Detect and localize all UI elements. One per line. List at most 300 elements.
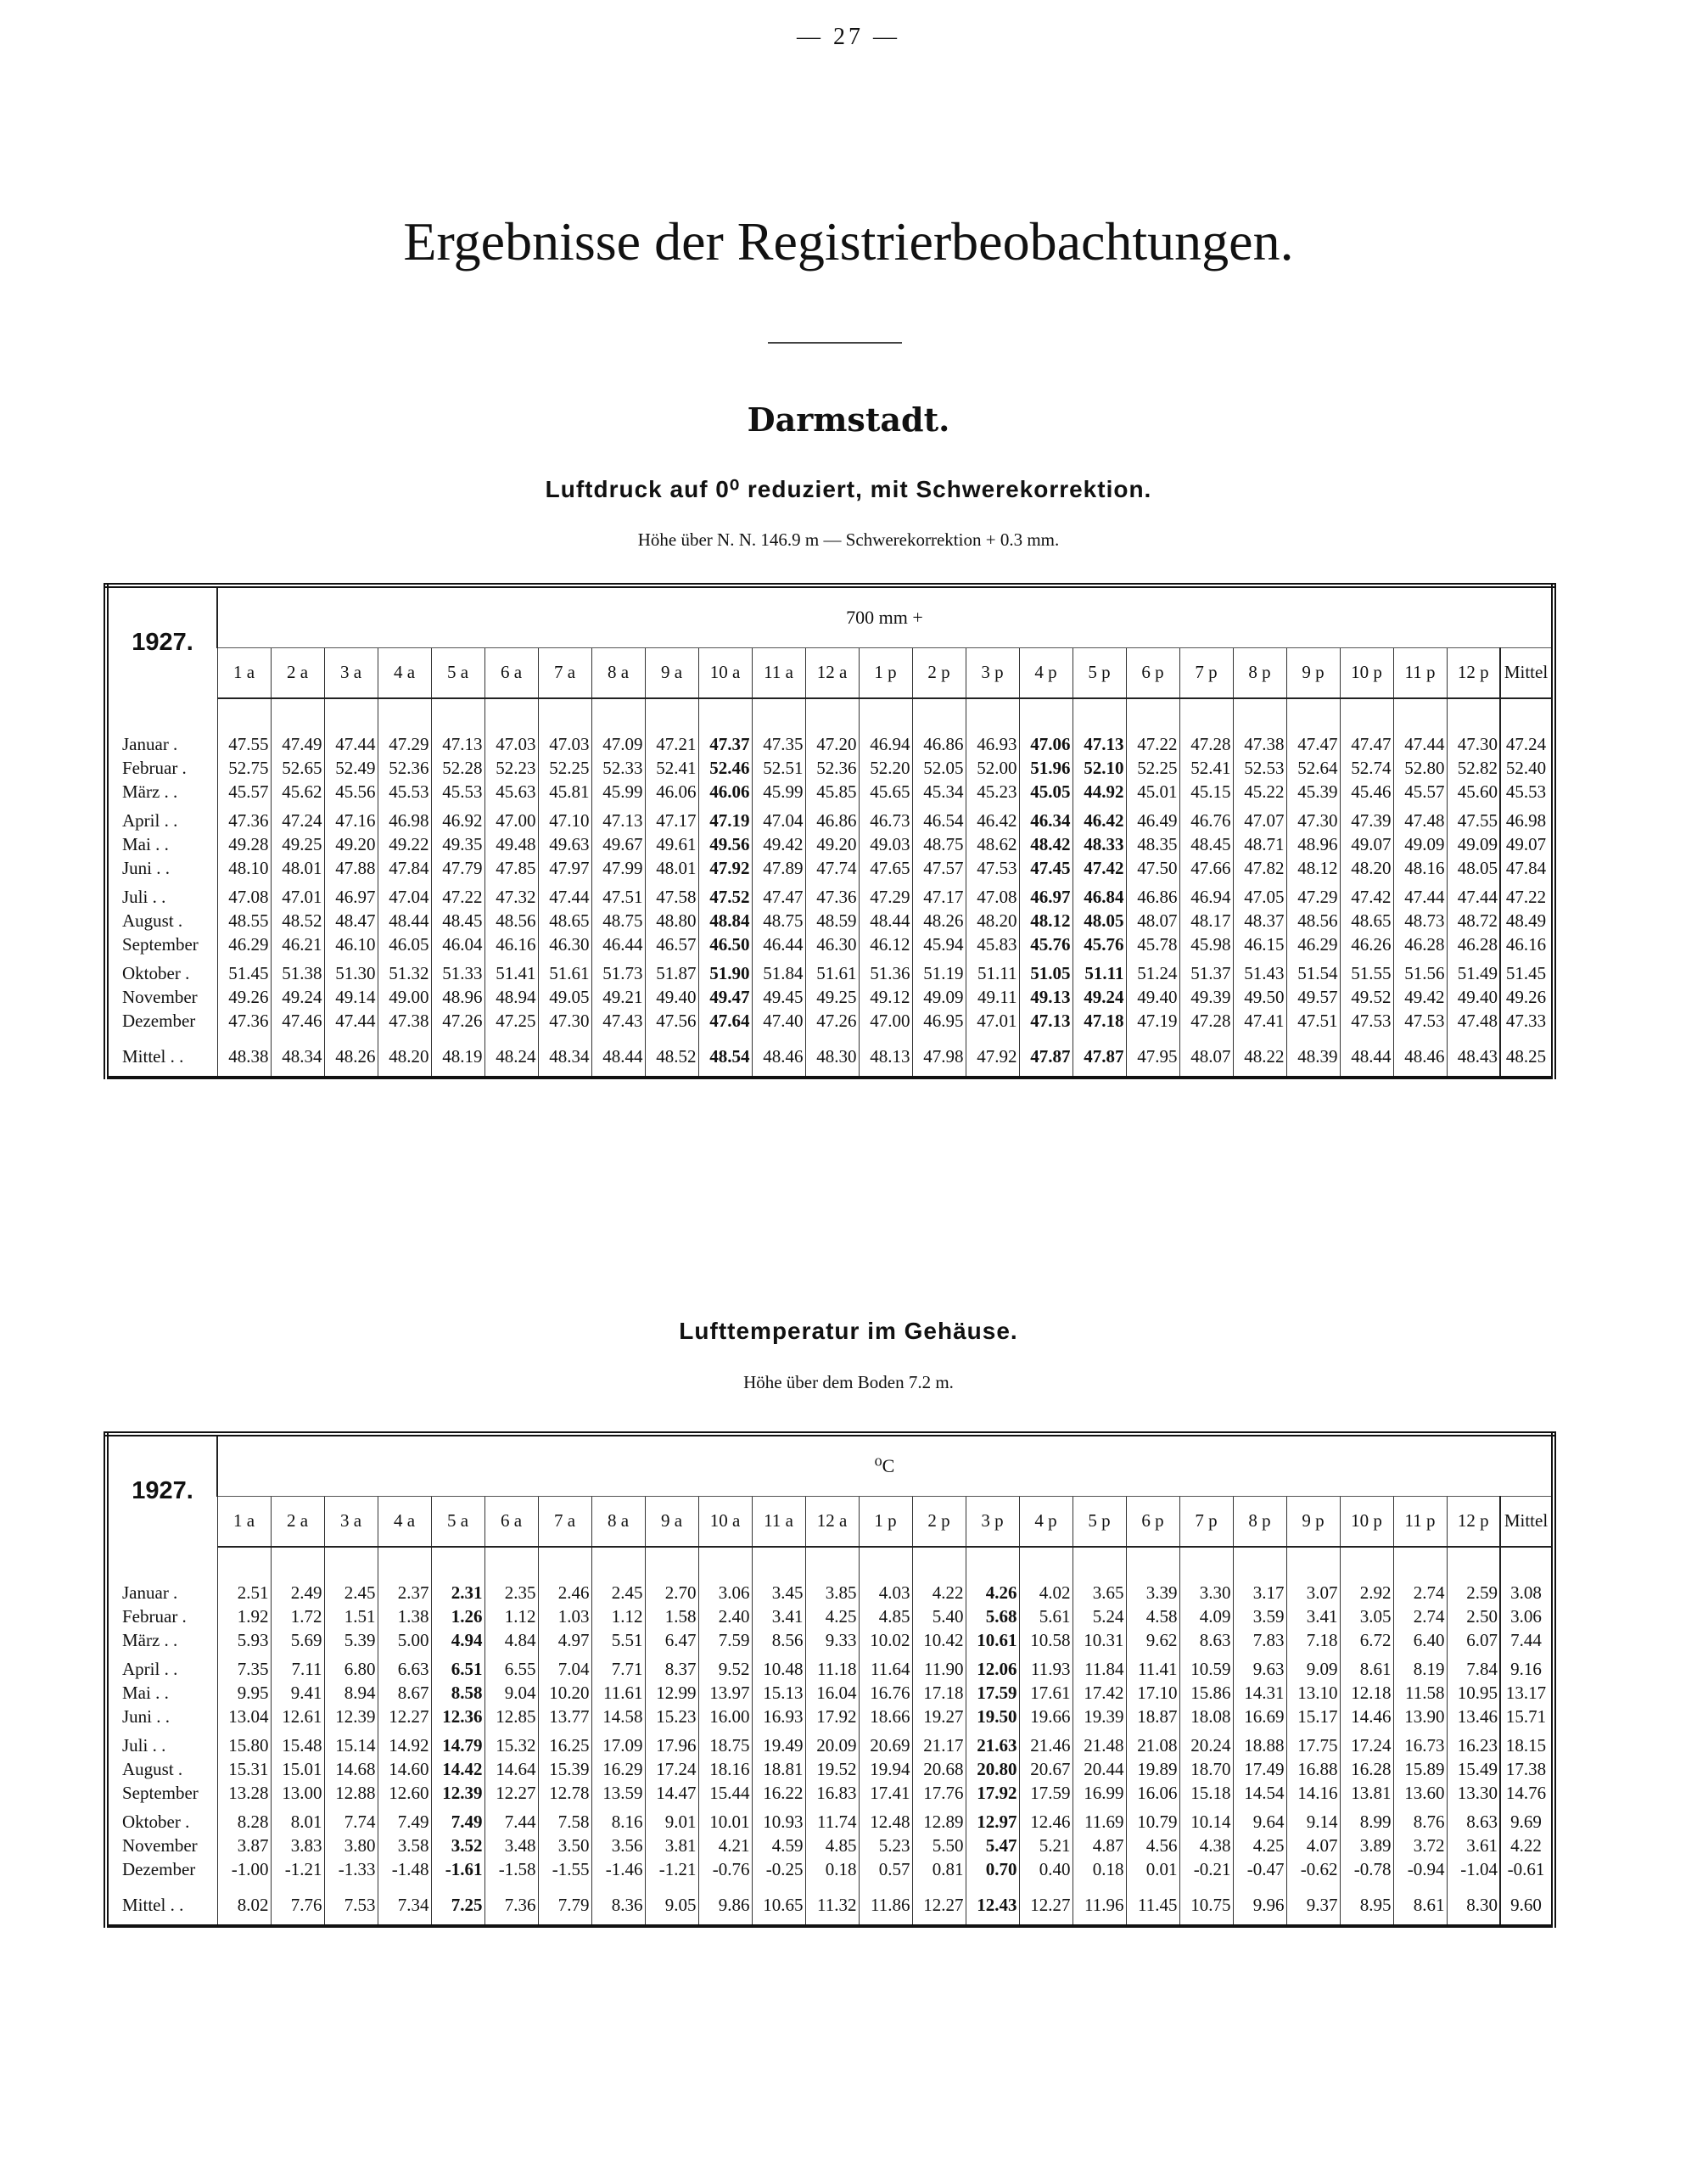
value-cell: 13.30 bbox=[1447, 1782, 1500, 1806]
value-cell: 14.42 bbox=[431, 1758, 484, 1782]
spacer-cell bbox=[1126, 1547, 1179, 1582]
value-cell: 3.56 bbox=[591, 1834, 645, 1858]
value-cell: 47.42 bbox=[1073, 857, 1126, 881]
value-cell: 13.10 bbox=[1286, 1682, 1340, 1705]
value-cell: 16.73 bbox=[1393, 1734, 1447, 1758]
value-cell: 3.58 bbox=[378, 1834, 431, 1858]
value-cell: 47.85 bbox=[484, 857, 538, 881]
value-cell: 47.48 bbox=[1447, 1010, 1500, 1033]
border-cell bbox=[645, 1926, 698, 1928]
value-cell: 47.17 bbox=[645, 809, 698, 833]
value-cell: 8.37 bbox=[645, 1658, 698, 1682]
value-cell: 4.85 bbox=[859, 1605, 912, 1629]
value-cell: 47.03 bbox=[538, 733, 591, 757]
value-cell: 10.93 bbox=[752, 1811, 805, 1834]
spacer-cell bbox=[1073, 1547, 1126, 1582]
border-cell bbox=[1447, 1078, 1500, 1079]
value-cell: 47.10 bbox=[538, 809, 591, 833]
value-cell: 2.35 bbox=[484, 1582, 538, 1605]
value-cell: 13.46 bbox=[1447, 1705, 1500, 1729]
value-cell: 11.96 bbox=[1073, 1887, 1126, 1926]
value-cell: 48.44 bbox=[1340, 1039, 1393, 1078]
value-cell: 18.08 bbox=[1179, 1705, 1233, 1729]
value-cell: 47.30 bbox=[538, 1010, 591, 1033]
value-cell: 47.53 bbox=[1393, 1010, 1447, 1033]
value-cell: 48.72 bbox=[1447, 910, 1500, 933]
value-cell: 48.54 bbox=[698, 1039, 752, 1078]
value-cell: 45.63 bbox=[484, 781, 538, 804]
border-cell bbox=[538, 1926, 591, 1928]
spacer-cell bbox=[271, 1547, 324, 1582]
value-cell: 0.40 bbox=[1019, 1858, 1073, 1882]
hour-header: 9 p bbox=[1286, 647, 1340, 698]
value-cell: 46.76 bbox=[1179, 809, 1233, 833]
spacer-cell bbox=[1500, 1547, 1554, 1582]
value-cell: 16.29 bbox=[591, 1758, 645, 1782]
spacer-cell bbox=[859, 698, 912, 733]
value-cell: 9.33 bbox=[805, 1629, 859, 1653]
value-cell: 47.22 bbox=[431, 886, 484, 910]
value-cell: 47.13 bbox=[431, 733, 484, 757]
value-cell: 15.14 bbox=[324, 1734, 378, 1758]
value-cell: 17.09 bbox=[591, 1734, 645, 1758]
value-cell: 5.50 bbox=[912, 1834, 966, 1858]
value-cell: 4.97 bbox=[538, 1629, 591, 1653]
hour-header: 10 a bbox=[698, 647, 752, 698]
value-cell: 3.17 bbox=[1233, 1582, 1286, 1605]
value-cell: 3.83 bbox=[271, 1834, 324, 1858]
value-cell: 51.43 bbox=[1233, 962, 1286, 986]
table-bottom-border bbox=[106, 1926, 1554, 1928]
value-cell: 12.39 bbox=[431, 1782, 484, 1806]
value-cell: 20.09 bbox=[805, 1734, 859, 1758]
value-cell: 2.45 bbox=[324, 1582, 378, 1605]
hour-header: 1 p bbox=[859, 1496, 912, 1547]
value-cell: 7.49 bbox=[378, 1811, 431, 1834]
value-cell: 8.61 bbox=[1340, 1658, 1393, 1682]
value-cell: 45.65 bbox=[859, 781, 912, 804]
mittel-cell: 46.98 bbox=[1500, 809, 1554, 833]
month-row bbox=[106, 986, 1554, 1010]
spacer-cell bbox=[1340, 698, 1393, 733]
value-cell: 47.28 bbox=[1179, 733, 1233, 757]
hour-header: 2 a bbox=[271, 1496, 324, 1547]
value-cell: 16.93 bbox=[752, 1705, 805, 1729]
hour-header: 12 a bbox=[805, 1496, 859, 1547]
row-label: Oktober . bbox=[106, 1811, 217, 1834]
value-cell: 20.68 bbox=[912, 1758, 966, 1782]
border-cell bbox=[431, 1926, 484, 1928]
value-cell: 47.40 bbox=[752, 1010, 805, 1033]
page-number: — 27 — bbox=[797, 24, 900, 50]
value-cell: -1.33 bbox=[324, 1858, 378, 1882]
value-cell: 47.48 bbox=[1393, 809, 1447, 833]
hour-header: 4 p bbox=[1019, 647, 1073, 698]
value-cell: 47.03 bbox=[484, 733, 538, 757]
mittel-cell: -0.61 bbox=[1500, 1858, 1554, 1882]
hour-header: 1 p bbox=[859, 647, 912, 698]
hour-header: 2 p bbox=[912, 647, 966, 698]
spacer-row bbox=[106, 1547, 1554, 1582]
value-cell: 0.18 bbox=[805, 1858, 859, 1882]
value-cell: 47.53 bbox=[1340, 1010, 1393, 1033]
value-cell: 12.27 bbox=[378, 1705, 431, 1729]
value-cell: 47.47 bbox=[1340, 733, 1393, 757]
value-cell: 47.17 bbox=[912, 886, 966, 910]
value-cell: 9.01 bbox=[645, 1811, 698, 1834]
value-cell: 1.51 bbox=[324, 1605, 378, 1629]
hour-header: 9 a bbox=[645, 647, 698, 698]
value-cell: 47.36 bbox=[805, 886, 859, 910]
value-cell: -0.94 bbox=[1393, 1858, 1447, 1882]
value-cell: 45.76 bbox=[1073, 933, 1126, 957]
value-cell: 6.07 bbox=[1447, 1629, 1500, 1653]
value-cell: 48.71 bbox=[1233, 833, 1286, 857]
value-cell: 47.87 bbox=[1073, 1039, 1126, 1078]
value-cell: 47.13 bbox=[1019, 1010, 1073, 1033]
value-cell: 49.61 bbox=[645, 833, 698, 857]
value-cell: 16.83 bbox=[805, 1782, 859, 1806]
value-cell: 46.28 bbox=[1393, 933, 1447, 957]
row-label: Januar . bbox=[106, 733, 217, 757]
value-cell: 47.45 bbox=[1019, 857, 1073, 881]
spacer-cell bbox=[805, 1547, 859, 1582]
value-cell: 47.44 bbox=[324, 1010, 378, 1033]
value-cell: 18.16 bbox=[698, 1758, 752, 1782]
value-cell: 1.92 bbox=[217, 1605, 271, 1629]
value-cell: 47.43 bbox=[591, 1010, 645, 1033]
temperature-table bbox=[104, 1431, 1556, 1928]
value-cell: 46.86 bbox=[912, 733, 966, 757]
border-cell bbox=[484, 1926, 538, 1928]
value-cell: 2.37 bbox=[378, 1582, 431, 1605]
value-cell: 46.06 bbox=[698, 781, 752, 804]
value-cell: 47.89 bbox=[752, 857, 805, 881]
value-cell: 14.16 bbox=[1286, 1782, 1340, 1806]
value-cell: 2.49 bbox=[271, 1582, 324, 1605]
border-cell bbox=[912, 1926, 966, 1928]
value-cell: 12.27 bbox=[484, 1782, 538, 1806]
value-cell: -1.21 bbox=[645, 1858, 698, 1882]
value-cell: 45.76 bbox=[1019, 933, 1073, 957]
spacer-cell bbox=[591, 698, 645, 733]
value-cell: 7.34 bbox=[378, 1887, 431, 1926]
value-cell: 52.28 bbox=[431, 757, 484, 781]
spacer-cell bbox=[1179, 1547, 1233, 1582]
border-cell bbox=[1393, 1926, 1447, 1928]
border-cell bbox=[378, 1078, 431, 1079]
value-cell: 3.61 bbox=[1447, 1834, 1500, 1858]
unit-label: 700 mm + bbox=[217, 588, 1554, 647]
value-cell: 48.05 bbox=[1447, 857, 1500, 881]
value-cell: 3.41 bbox=[1286, 1605, 1340, 1629]
value-cell: 47.97 bbox=[538, 857, 591, 881]
value-cell: 52.10 bbox=[1073, 757, 1126, 781]
hour-header: 3 a bbox=[324, 647, 378, 698]
value-cell: 47.55 bbox=[1447, 809, 1500, 833]
value-cell: 51.11 bbox=[966, 962, 1019, 986]
value-cell: 6.72 bbox=[1340, 1629, 1393, 1653]
month-row bbox=[106, 857, 1554, 881]
value-cell: 7.49 bbox=[431, 1811, 484, 1834]
value-cell: 47.13 bbox=[1073, 733, 1126, 757]
value-cell: 8.61 bbox=[1393, 1887, 1447, 1926]
hour-header: 2 a bbox=[271, 647, 324, 698]
value-cell: 8.58 bbox=[431, 1682, 484, 1705]
value-cell: 47.41 bbox=[1233, 1010, 1286, 1033]
value-cell: 20.44 bbox=[1073, 1758, 1126, 1782]
value-cell: 52.25 bbox=[538, 757, 591, 781]
value-cell: 12.85 bbox=[484, 1705, 538, 1729]
value-cell: 15.18 bbox=[1179, 1782, 1233, 1806]
value-cell: -1.00 bbox=[217, 1858, 271, 1882]
value-cell: 17.59 bbox=[966, 1682, 1019, 1705]
value-cell: 9.04 bbox=[484, 1682, 538, 1705]
value-cell: 49.47 bbox=[698, 986, 752, 1010]
value-cell: 21.48 bbox=[1073, 1734, 1126, 1758]
value-cell: 10.01 bbox=[698, 1811, 752, 1834]
value-cell: 7.53 bbox=[324, 1887, 378, 1926]
table-bottom-border bbox=[106, 1078, 1554, 1079]
value-cell: 47.87 bbox=[1019, 1039, 1073, 1078]
mittel-cell: 4.22 bbox=[1500, 1834, 1554, 1858]
spacer-cell bbox=[431, 698, 484, 733]
value-cell: 45.39 bbox=[1286, 781, 1340, 804]
value-cell: 5.40 bbox=[912, 1605, 966, 1629]
month-row bbox=[106, 933, 1554, 957]
value-cell: 46.57 bbox=[645, 933, 698, 957]
month-row bbox=[106, 962, 1554, 986]
value-cell: 11.58 bbox=[1393, 1682, 1447, 1705]
value-cell: 48.19 bbox=[431, 1039, 484, 1078]
row-label: Oktober . bbox=[106, 962, 217, 986]
value-cell: 7.35 bbox=[217, 1658, 271, 1682]
value-cell: 8.63 bbox=[1447, 1811, 1500, 1834]
value-cell: 47.04 bbox=[752, 809, 805, 833]
spacer-row bbox=[106, 698, 1554, 733]
value-cell: 46.06 bbox=[645, 781, 698, 804]
mittel-cell: 7.44 bbox=[1500, 1629, 1554, 1653]
row-label: März . . bbox=[106, 781, 217, 804]
value-cell: 14.64 bbox=[484, 1758, 538, 1782]
value-cell: 46.95 bbox=[912, 1010, 966, 1033]
value-cell: 46.34 bbox=[1019, 809, 1073, 833]
pressure-table-note: Höhe über N. N. 146.9 m — Schwerekorrektion + 0.3 mm. bbox=[637, 529, 1060, 550]
value-cell: 51.49 bbox=[1447, 962, 1500, 986]
border-cell bbox=[1340, 1926, 1393, 1928]
value-cell: 46.30 bbox=[805, 933, 859, 957]
title-divider bbox=[768, 342, 902, 344]
value-cell: 45.05 bbox=[1019, 781, 1073, 804]
value-cell: 13.97 bbox=[698, 1682, 752, 1705]
value-cell: 49.67 bbox=[591, 833, 645, 857]
border-cell bbox=[378, 1926, 431, 1928]
value-cell: 17.24 bbox=[1340, 1734, 1393, 1758]
value-cell: 46.97 bbox=[324, 886, 378, 910]
month-row bbox=[106, 1782, 1554, 1806]
spacer-cell bbox=[752, 698, 805, 733]
value-cell: 49.21 bbox=[591, 986, 645, 1010]
value-cell: 47.19 bbox=[698, 809, 752, 833]
value-cell: 7.76 bbox=[271, 1887, 324, 1926]
border-cell bbox=[912, 1078, 966, 1079]
value-cell: 20.67 bbox=[1019, 1758, 1073, 1782]
border-cell bbox=[966, 1926, 1019, 1928]
value-cell: 1.12 bbox=[591, 1605, 645, 1629]
value-cell: 47.36 bbox=[217, 809, 271, 833]
value-cell: 14.92 bbox=[378, 1734, 431, 1758]
value-cell: 7.18 bbox=[1286, 1629, 1340, 1653]
value-cell: 7.36 bbox=[484, 1887, 538, 1926]
spacer-cell bbox=[484, 698, 538, 733]
spacer-cell bbox=[966, 1547, 1019, 1582]
value-cell: 7.79 bbox=[538, 1887, 591, 1926]
hour-header: 10 p bbox=[1340, 1496, 1393, 1547]
value-cell: 47.57 bbox=[912, 857, 966, 881]
value-cell: 16.99 bbox=[1073, 1782, 1126, 1806]
value-cell: 47.18 bbox=[1073, 1010, 1126, 1033]
value-cell: 47.51 bbox=[1286, 1010, 1340, 1033]
value-cell: 47.52 bbox=[698, 886, 752, 910]
value-cell: 48.65 bbox=[538, 910, 591, 933]
value-cell: 46.16 bbox=[484, 933, 538, 957]
border-cell bbox=[324, 1078, 378, 1079]
value-cell: 47.07 bbox=[1233, 809, 1286, 833]
value-cell: 45.23 bbox=[966, 781, 1019, 804]
hour-header: 11 p bbox=[1393, 1496, 1447, 1547]
border-cell bbox=[591, 1078, 645, 1079]
value-cell: 51.84 bbox=[752, 962, 805, 986]
hour-header: 9 p bbox=[1286, 1496, 1340, 1547]
value-cell: 19.49 bbox=[752, 1734, 805, 1758]
value-cell: 49.52 bbox=[1340, 986, 1393, 1010]
value-cell: 47.49 bbox=[271, 733, 324, 757]
hour-header: 5 p bbox=[1073, 1496, 1126, 1547]
value-cell: 48.56 bbox=[1286, 910, 1340, 933]
value-cell: 12.97 bbox=[966, 1811, 1019, 1834]
value-cell: 2.74 bbox=[1393, 1605, 1447, 1629]
value-cell: 48.01 bbox=[645, 857, 698, 881]
month-row bbox=[106, 1605, 1554, 1629]
value-cell: 52.65 bbox=[271, 757, 324, 781]
value-cell: 47.29 bbox=[1286, 886, 1340, 910]
value-cell: 47.01 bbox=[271, 886, 324, 910]
value-cell: 46.54 bbox=[912, 809, 966, 833]
value-cell: 13.04 bbox=[217, 1705, 271, 1729]
value-cell: 52.33 bbox=[591, 757, 645, 781]
value-cell: 48.22 bbox=[1233, 1039, 1286, 1078]
value-cell: 6.40 bbox=[1393, 1629, 1447, 1653]
value-cell: 48.05 bbox=[1073, 910, 1126, 933]
row-label: Juli . . bbox=[106, 1734, 217, 1758]
border-cell bbox=[1019, 1926, 1073, 1928]
value-cell: 1.03 bbox=[538, 1605, 591, 1629]
value-cell: 46.97 bbox=[1019, 886, 1073, 910]
value-cell: 48.34 bbox=[538, 1039, 591, 1078]
value-cell: 45.81 bbox=[538, 781, 591, 804]
value-cell: 47.56 bbox=[645, 1010, 698, 1033]
border-cell bbox=[1340, 1078, 1393, 1079]
value-cell: 2.31 bbox=[431, 1582, 484, 1605]
value-cell: 8.02 bbox=[217, 1887, 271, 1926]
spacer-cell bbox=[538, 698, 591, 733]
value-cell: 47.24 bbox=[271, 809, 324, 833]
value-cell: 48.30 bbox=[805, 1039, 859, 1078]
value-cell: 49.07 bbox=[1340, 833, 1393, 857]
month-row bbox=[106, 1582, 1554, 1605]
value-cell: 47.92 bbox=[698, 857, 752, 881]
value-cell: 4.25 bbox=[1233, 1834, 1286, 1858]
value-cell: 51.05 bbox=[1019, 962, 1073, 986]
value-cell: 48.94 bbox=[484, 986, 538, 1010]
value-cell: 2.59 bbox=[1447, 1582, 1500, 1605]
spacer-cell bbox=[217, 1547, 271, 1582]
unit-row bbox=[106, 1436, 1554, 1496]
value-cell: 8.01 bbox=[271, 1811, 324, 1834]
value-cell: 12.61 bbox=[271, 1705, 324, 1729]
month-row bbox=[106, 1010, 1554, 1033]
border-cell bbox=[752, 1078, 805, 1079]
value-cell: 7.84 bbox=[1447, 1658, 1500, 1682]
value-cell: 5.68 bbox=[966, 1605, 1019, 1629]
value-cell: 51.32 bbox=[378, 962, 431, 986]
value-cell: 48.43 bbox=[1447, 1039, 1500, 1078]
month-row bbox=[106, 1682, 1554, 1705]
mittel-cell: 45.53 bbox=[1500, 781, 1554, 804]
spacer-cell bbox=[1233, 698, 1286, 733]
value-cell: 49.48 bbox=[484, 833, 538, 857]
mittel-cell: 49.07 bbox=[1500, 833, 1554, 857]
value-cell: 16.28 bbox=[1340, 1758, 1393, 1782]
value-cell: 49.40 bbox=[1126, 986, 1179, 1010]
spacer-cell bbox=[698, 1547, 752, 1582]
value-cell: 9.96 bbox=[1233, 1887, 1286, 1926]
value-cell: 49.05 bbox=[538, 986, 591, 1010]
value-cell: 4.85 bbox=[805, 1834, 859, 1858]
value-cell: 46.84 bbox=[1073, 886, 1126, 910]
value-cell: 47.00 bbox=[859, 1010, 912, 1033]
value-cell: 52.36 bbox=[378, 757, 431, 781]
value-cell: 47.74 bbox=[805, 857, 859, 881]
hour-header: 8 a bbox=[591, 647, 645, 698]
value-cell: 3.65 bbox=[1073, 1582, 1126, 1605]
border-cell bbox=[859, 1926, 912, 1928]
value-cell: 2.46 bbox=[538, 1582, 591, 1605]
value-cell: 49.12 bbox=[859, 986, 912, 1010]
value-cell: 17.96 bbox=[645, 1734, 698, 1758]
row-label: März . . bbox=[106, 1629, 217, 1653]
hour-header: 12 p bbox=[1447, 1496, 1500, 1547]
row-label: Dezember bbox=[106, 1858, 217, 1882]
month-row bbox=[106, 1705, 1554, 1729]
value-cell: 2.50 bbox=[1447, 1605, 1500, 1629]
value-cell: 0.01 bbox=[1126, 1858, 1179, 1882]
value-cell: 3.87 bbox=[217, 1834, 271, 1858]
value-cell: 49.09 bbox=[1447, 833, 1500, 857]
border-cell bbox=[1286, 1078, 1340, 1079]
value-cell: 2.51 bbox=[217, 1582, 271, 1605]
value-cell: 45.15 bbox=[1179, 781, 1233, 804]
value-cell: 5.23 bbox=[859, 1834, 912, 1858]
row-label: Dezember bbox=[106, 1010, 217, 1033]
mittel-cell: 9.16 bbox=[1500, 1658, 1554, 1682]
value-cell: 4.09 bbox=[1179, 1605, 1233, 1629]
hour-header: 6 a bbox=[484, 647, 538, 698]
mittel-cell: 46.16 bbox=[1500, 933, 1554, 957]
hour-header-row bbox=[106, 647, 1554, 698]
row-label: Februar . bbox=[106, 757, 217, 781]
value-cell: 48.59 bbox=[805, 910, 859, 933]
